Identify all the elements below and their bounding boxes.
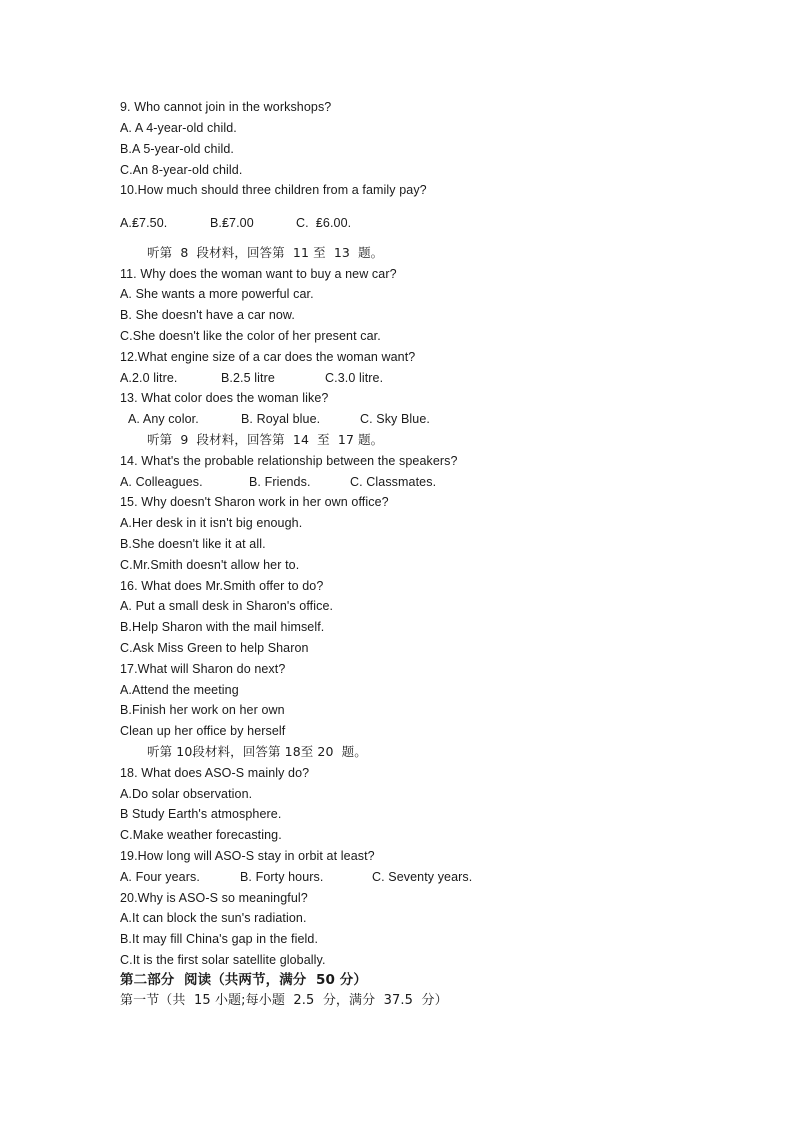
option-10a: A.₤7.50. [120,216,168,230]
question-20: 20.Why is ASO-S so meaningful? [120,891,308,905]
option-9b: B.A 5-year-old child. [120,142,234,156]
question-9: 9. Who cannot join in the workshops? [120,100,332,114]
section-8-instruction: 听第 8 段材料，回答第 11 至 13 题。 [147,245,384,260]
question-15: 15. Why doesn't Sharon work in her own office? [120,495,389,509]
question-10: 10.How much should three children from a family pay? [120,183,427,197]
option-13a: A. Any color. [128,412,199,426]
option-12c: C.3.0 litre. [325,371,384,385]
option-19b: B. Forty hours. [240,870,324,884]
option-18a: A.Do solar observation. [120,787,253,801]
question-18: 18. What does ASO-S mainly do? [120,766,310,780]
option-11b: B. She doesn't have a car now. [120,308,295,322]
section-10-instruction: 听第 10段材料，回答第 18至 20 题。 [147,744,367,759]
option-15c: C.Mr.Smith doesn't allow her to. [120,558,300,572]
option-11a: A. She wants a more powerful car. [120,287,314,301]
option-13c: C. Sky Blue. [360,412,430,426]
option-17a: A.Attend the meeting [120,683,239,697]
option-15a: A.Her desk in it isn't big enough. [120,516,303,530]
option-13b: B. Royal blue. [241,412,321,426]
option-19a: A. Four years. [120,870,200,884]
option-17c: Clean up her office by herself [120,724,286,738]
option-9a: A. A 4-year-old child. [120,121,237,135]
option-14a: A. Colleagues. [120,475,203,489]
option-12a: A.2.0 litre. [120,371,178,385]
question-16: 16. What does Mr.Smith offer to do? [120,579,324,593]
section-9-instruction: 听第 9 段材料，回答第 14 至 17 题。 [147,432,384,447]
part-two-heading: 第二部分 阅读（共两节，满分 50 分） [120,972,367,988]
option-11c: C.She doesn't like the color of her present car. [120,329,381,343]
question-11: 11. Why does the woman want to buy a new car? [120,267,397,281]
option-10c: C. ₤6.00. [296,216,352,230]
option-10b: B.₤7.00 [210,216,254,230]
option-16c: C.Ask Miss Green to help Sharon [120,641,309,655]
option-12b: B.2.5 litre [221,371,275,385]
option-18c: C.Make weather forecasting. [120,828,282,842]
option-14b: B. Friends. [249,475,311,489]
option-20a: A.It can block the sun's radiation. [120,911,307,925]
option-19c: C. Seventy years. [372,870,473,884]
section-one-heading: 第一节（共 15 小题;每小题 2.5 分，满分 37.5 分） [120,993,448,1008]
question-12: 12.What engine size of a car does the woman want? [120,350,416,364]
option-14c: C. Classmates. [350,475,437,489]
question-13: 13. What color does the woman like? [120,391,329,405]
question-19: 19.How long will ASO-S stay in orbit at least? [120,849,375,863]
option-9c: C.An 8-year-old child. [120,163,243,177]
option-18b: B Study Earth's atmosphere. [120,807,282,821]
option-20b: B.It may fill China's gap in the field. [120,932,319,946]
option-15b: B.She doesn't like it at all. [120,537,266,551]
option-16b: B.Help Sharon with the mail himself. [120,620,325,634]
option-16a: A. Put a small desk in Sharon's office. [120,599,334,613]
question-17: 17.What will Sharon do next? [120,662,286,676]
option-17b: B.Finish her work on her own [120,703,285,717]
option-20c: C.It is the first solar satellite globally. [120,953,326,967]
question-14: 14. What's the probable relationship between the speakers? [120,454,458,468]
